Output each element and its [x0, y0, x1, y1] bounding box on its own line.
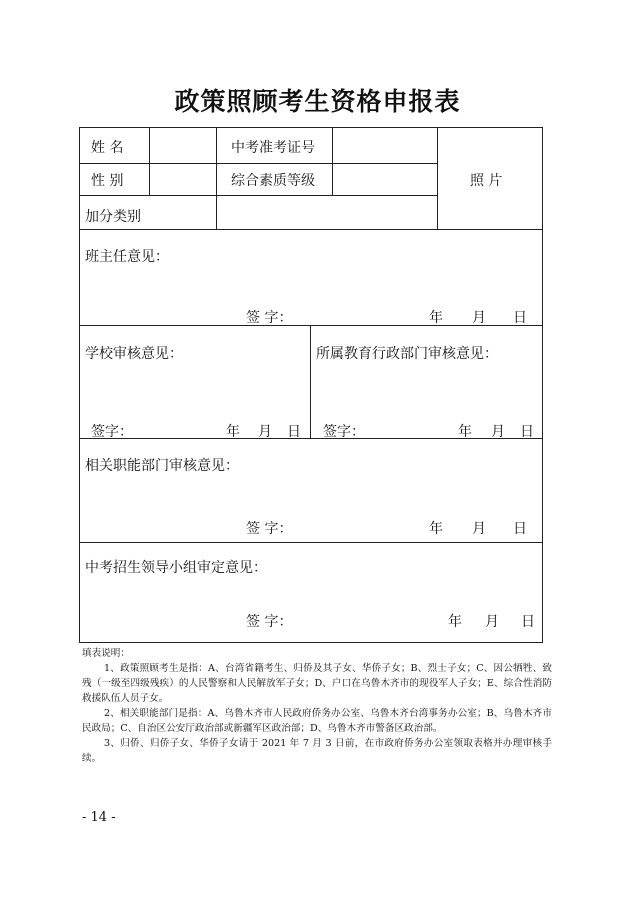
- functional-dept-opinion-label: 相关职能部门审核意见：: [85, 458, 239, 474]
- school-month: 月: [258, 424, 272, 440]
- bonus-category-field[interactable]: [217, 196, 437, 229]
- exam-number-label: 中考准考证号: [231, 140, 315, 156]
- school-day: 日: [287, 424, 301, 440]
- name-field[interactable]: [150, 128, 216, 163]
- head-teacher-signature-label: 签 字：: [246, 310, 293, 326]
- education-dept-day: 日: [520, 424, 534, 440]
- form-title: 政策照顾考生资格申报表: [174, 87, 461, 116]
- quality-level-field[interactable]: [333, 164, 437, 195]
- instructions-heading: 填表说明：: [82, 648, 130, 659]
- school-opinion-label: 学校审核意见：: [85, 346, 183, 362]
- name-label: 姓 名: [91, 140, 124, 156]
- gender-label: 性 别: [91, 173, 124, 189]
- exam-number-field[interactable]: [333, 128, 437, 163]
- functional-dept-signature-label: 签 字：: [246, 521, 293, 537]
- photo-label: 照 片: [470, 173, 503, 189]
- functional-dept-year: 年: [429, 521, 443, 537]
- filling-instructions: [82, 646, 552, 766]
- quality-level-label: 综合素质等级: [231, 173, 315, 189]
- school-year: 年: [226, 424, 240, 440]
- education-dept-month: 月: [491, 424, 505, 440]
- page-number: - 14 -: [82, 810, 116, 825]
- application-form-table: [79, 127, 543, 643]
- education-dept-signature-label: 签字：: [323, 424, 365, 440]
- head-teacher-day: 日: [513, 310, 527, 326]
- head-teacher-month: 月: [472, 310, 486, 326]
- functional-dept-month: 月: [472, 521, 486, 537]
- leading-group-signature-label: 签 字：: [246, 614, 293, 630]
- gender-field[interactable]: [150, 164, 216, 195]
- instruction-item-3: 3、归侨、归侨子女、华侨子女请于 2021 年 7 月 3 日前，在市政府侨务办公室领取表格并办理审核手续。: [82, 738, 552, 764]
- school-signature-label: 签字：: [91, 424, 133, 440]
- education-dept-opinion-label: 所属教育行政部门审核意见：: [316, 346, 498, 362]
- photo-box[interactable]: [438, 128, 542, 229]
- leading-group-opinion-label: 中考招生领导小组审定意见：: [85, 560, 267, 576]
- leading-group-year: 年: [448, 614, 462, 630]
- leading-group-day: 日: [521, 614, 535, 630]
- head-teacher-year: 年: [429, 310, 443, 326]
- instruction-item-2: 2、相关职能部门是指：A、乌鲁木齐市人民政府侨务办公室、乌鲁木齐台湾事务办公室；B、乌鲁木齐市民政局；C、自治区公安厅政治部或新疆军区政治部；D、乌鲁木齐市警备区政治部。: [82, 708, 552, 734]
- functional-dept-day: 日: [513, 521, 527, 537]
- leading-group-month: 月: [485, 614, 499, 630]
- bonus-category-label: 加分类别: [85, 209, 141, 225]
- education-dept-year: 年: [458, 424, 472, 440]
- head-teacher-opinion-label: 班主任意见：: [85, 249, 169, 265]
- instruction-item-1: 1、政策照顾考生是指：A、台湾省籍考生、归侨及其子女、华侨子女；B、烈士子女；C、因公牺牲、致残（一级至四级残疾）的人民警察和人民解放军子女；D、户口在乌鲁木齐市的现役军人子女；E、综合性消防救援队伍人员子女。: [82, 663, 552, 704]
